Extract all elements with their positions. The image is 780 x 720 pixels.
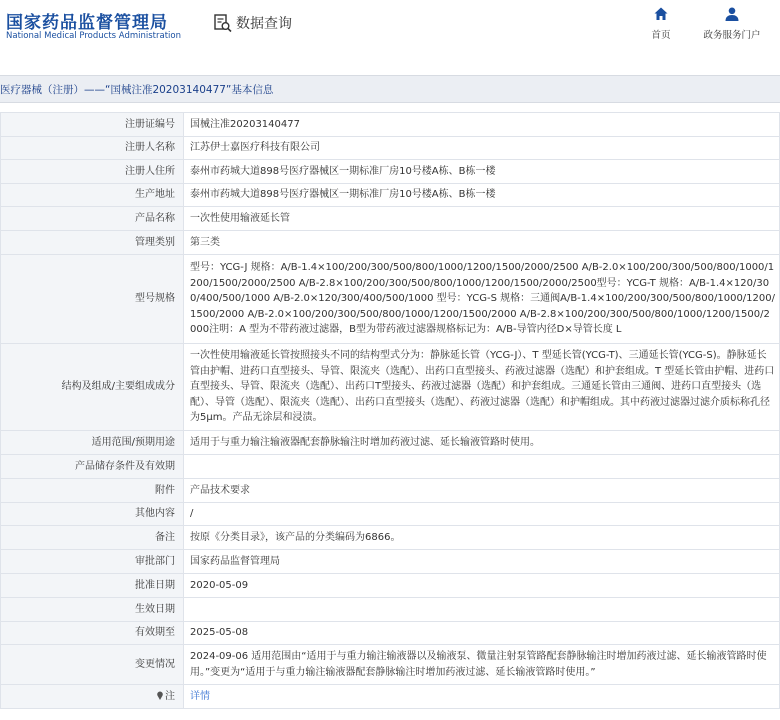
field-label: 批准日期 [1,574,184,598]
field-value: 一次性使用输液延长管按照接头不同的结构型式分为：静脉延长管（YCG-J）、T 型延长管(YCG-T)、三通延长管(YCG-S)。静脉延长管由护帽、进药口直型接头、导管、限流夹（选配）、出药口直型接头、药液过滤器（选配）和护套组成。T 型延长管由护帽、进药口直型接头、导管、限流夹（选配）、出药口T型接头、药液过滤器（选配）和护套组成。三通延长管由三通阀、进药口直型接头（选配）、导管（选配）、限流夹（选配）、出药口直型接头（选配）、药液过滤器（选配）和护帽组成。其中药液过滤器过滤介质标称孔径为5μm。产品无涂层和浸渍。 [184,344,780,431]
field-value: 泰州市药城大道898号医疗器械区一期标准厂房10号楼A栋、B栋一楼 [184,184,780,207]
field-value [184,685,780,709]
user-icon [724,6,740,22]
table-row [1,113,780,137]
pin-icon [156,691,164,700]
field-label: 变更情况 [1,645,184,685]
site-header [0,0,780,60]
note-label [1,685,184,709]
field-value: 按原《分类目录》，该产品的分类编码为6866。 [184,526,780,550]
field-value: 适用于与重力输注输液器配套静脉输注时增加药液过滤、延长输液管路时使用。 [184,431,780,455]
field-value: 泰州市药城大道898号医疗器械区一期标准厂房10号楼A栋、B栋一楼 [184,160,780,184]
table-row [1,344,780,431]
field-value: 一次性使用输液延长管 [184,207,780,231]
field-value: 2024-09-06 适用范围由“适用于与重力输注输液器以及输液泵、微量注射泵管路配套静脉输注时增加药液过滤、延长输液管路时使用。”变更为“适用于与重力输注输液器配套静脉输注时增加药液过滤、延长输液管路时使用。” [184,645,780,685]
field-label: 生效日期 [1,598,184,622]
home-icon [653,6,669,22]
table-row [1,574,780,598]
table-row [1,184,780,207]
table-row [1,431,780,455]
document-search-icon [213,13,233,33]
field-label: 有效期至 [1,622,184,645]
logo-title-cn[interactable]: 国家药品监督管理局 [6,13,168,33]
page-title-bar [0,75,780,103]
field-label: 注册证编号 [1,113,184,137]
table-row [1,622,780,645]
field-value: 型号：YCG-J 规格：A/B-1.4×100/200/300/500/800/1000/1200/1500/2000/2500 A/B-2.0×100/200/300/500/800/1000/1200/1500/2000/2500 A/B-2.8×100/200/300/500/800/1000/1200/1500/2000/2500型号：YCG-T 规格：A/B-1.4×120/300/400/500/1000 A/B-2.0×120/300/400/500/1000 型号：YCG-S 规格：三通阀A/B-1.4×100/200/300/500/800/1000/1200/1500/2000 A/B-2.0×100/200/300/500/800/1000/1200/1500/2000 A/B-2.8×100/200/300/500/800/1000/1200/1500/2000注明：A 型为不带药液过滤器，B型为带药液过滤器规格标记为：A/B-导管内径D×导管长度 L [184,255,780,344]
field-value: 江苏伊士嘉医疗科技有限公司 [184,137,780,160]
data-query-label: 数据查询 [236,16,292,32]
nav-portal-label: 政务服务门户 [703,30,761,41]
field-label: 结构及组成/主要组成成分 [1,344,184,431]
field-value: 第三类 [184,231,780,255]
field-label: 附件 [1,479,184,503]
field-label: 注册人名称 [1,137,184,160]
field-label: 其他内容 [1,503,184,526]
field-value: 国家药品监督管理局 [184,550,780,574]
field-label: 产品储存条件及有效期 [1,455,184,479]
field-label: 备注 [1,526,184,550]
data-query-link[interactable] [213,12,292,34]
details-link[interactable]: 详情 [190,690,210,702]
table-row [1,207,780,231]
field-value [184,455,780,479]
table-row [1,526,780,550]
nav-home[interactable] [644,6,678,41]
note-label-text: 注 [165,690,175,702]
field-value: 2025-05-08 [184,622,780,645]
field-label: 审批部门 [1,550,184,574]
table-row [1,160,780,184]
field-label: 适用范围/预期用途 [1,431,184,455]
field-value: 2020-05-09 [184,574,780,598]
nav-home-label: 首页 [651,30,671,41]
table-row [1,550,780,574]
field-value: 产品技术要求 [184,479,780,503]
field-label: 生产地址 [1,184,184,207]
logo-title-en: National Medical Products Administration [6,31,181,41]
table-row [1,598,780,622]
table-row [1,455,780,479]
device-info-table [0,112,780,709]
breadcrumb: 医疗器械（注册）——“国械注准20203140477”基本信息 [0,83,274,96]
nav-service-portal[interactable] [696,6,768,41]
table-row [1,479,780,503]
table-row [1,503,780,526]
field-label: 管理类别 [1,231,184,255]
field-label: 产品名称 [1,207,184,231]
field-value: 国械注准20203140477 [184,113,780,137]
field-label: 型号规格 [1,255,184,344]
table-row [1,255,780,344]
table-row [1,645,780,685]
table-row [1,685,780,709]
field-label: 注册人住所 [1,160,184,184]
field-value: / [184,503,780,526]
table-row [1,231,780,255]
field-value [184,598,780,622]
table-row [1,137,780,160]
